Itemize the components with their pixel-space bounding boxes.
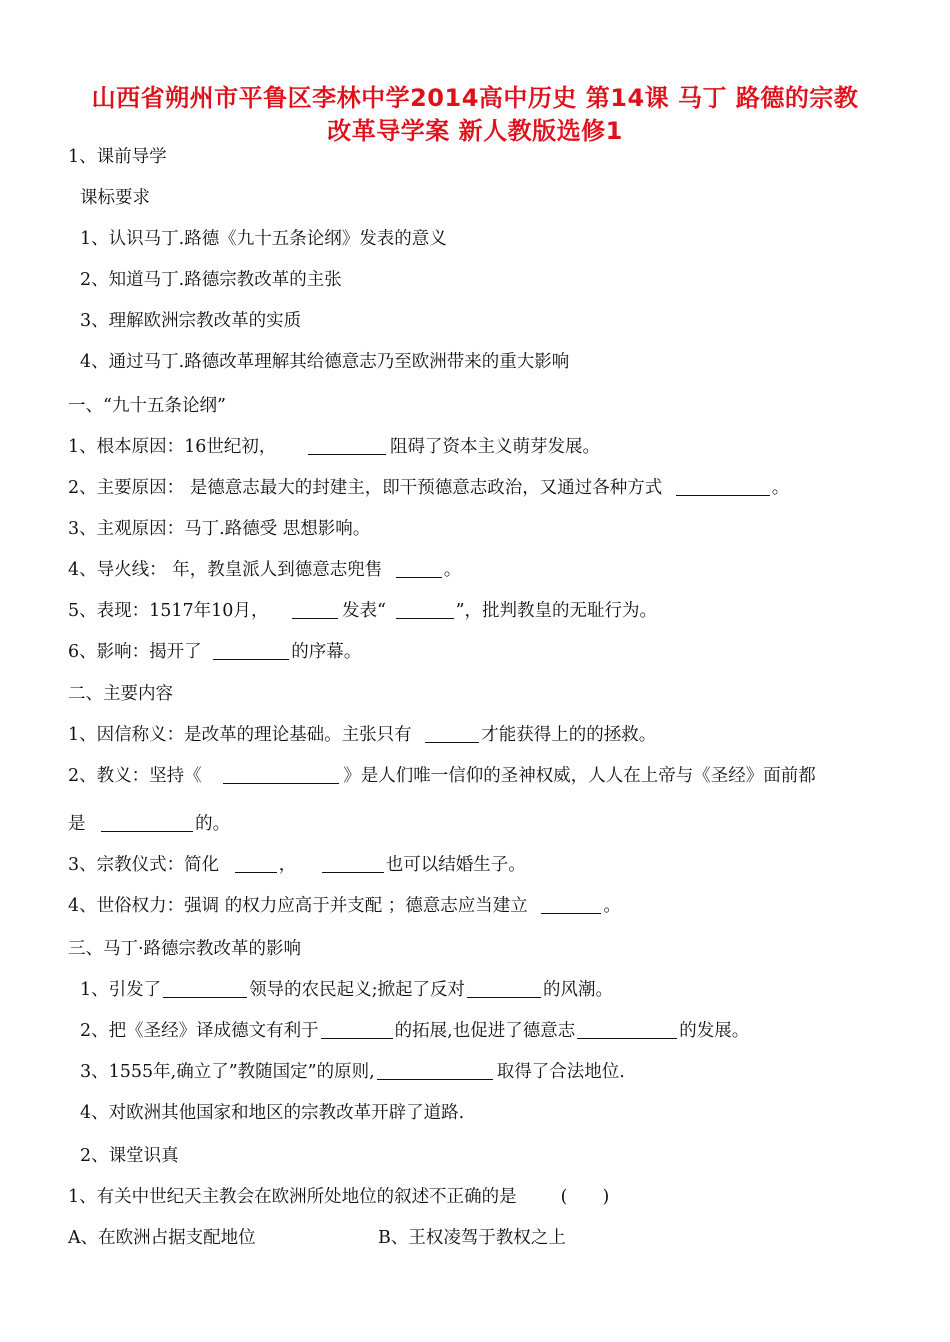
list-item: 3、主观原因：马丁.路德受 思想影响。 xyxy=(68,519,371,539)
list-item: 3、宗教仪式：简化 ， 也可以结婚生子。 xyxy=(68,855,526,875)
fill-blank[interactable] xyxy=(425,724,479,743)
fill-blank[interactable] xyxy=(541,895,601,914)
fill-blank[interactable] xyxy=(223,765,339,784)
fill-blank[interactable] xyxy=(321,1020,393,1039)
standard-item: 1、认识马丁.路德《九十五条论纲》发表的意义 xyxy=(80,229,447,249)
question-1: 1、有关中世纪天主教会在欧洲所处地位的叙述不正确的是 ( ) xyxy=(68,1187,610,1207)
list-item: 2、把《圣经》译成德文有利于 的拓展,也促进了德意志 的发展。 xyxy=(80,1021,750,1041)
standards-heading: 课标要求 xyxy=(80,188,150,208)
answer-parentheses: ( ) xyxy=(560,1187,610,1207)
fill-blank[interactable] xyxy=(235,854,277,873)
fill-blank[interactable] xyxy=(467,979,541,998)
section-1-heading: 一、“九十五条论纲” xyxy=(68,396,226,416)
list-item: 4、对欧洲其他国家和地区的宗教改革开辟了道路. xyxy=(80,1103,465,1123)
fill-blank[interactable] xyxy=(292,600,338,619)
pre-study-heading: 1、课前导学 xyxy=(68,147,167,167)
list-item: 1、因信称义：是改革的理论基础。主张只有 才能获得上的的拯救。 xyxy=(68,725,657,745)
fill-blank[interactable] xyxy=(396,559,442,578)
fill-blank[interactable] xyxy=(101,813,193,832)
list-item: 2、教义：坚持《 》是人们唯一信仰的圣神权威，人人在上帝与《圣经》面前都 xyxy=(68,766,816,786)
list-item: 3、1555年,确立了”教随国定”的原则, 取得了合法地位. xyxy=(80,1062,625,1082)
fill-blank[interactable] xyxy=(308,436,386,455)
section-3-heading: 三、马丁·路德宗教改革的影响 xyxy=(68,939,302,959)
fill-blank[interactable] xyxy=(163,979,247,998)
list-item: 6、影响：揭开了 的序幕。 xyxy=(68,642,362,662)
list-item: 4、导火线： 年，教皇派人到德意志兜售 。 xyxy=(68,560,462,580)
document-title xyxy=(60,82,890,148)
list-item: 是 的。 xyxy=(68,814,231,834)
class-section-heading: 2、课堂识真 xyxy=(80,1146,179,1166)
fill-blank[interactable] xyxy=(213,641,289,660)
list-item: 1、引发了 领导的农民起义;掀起了反对 的风潮。 xyxy=(80,980,614,1000)
standard-item: 2、知道马丁.路德宗教改革的主张 xyxy=(80,270,342,290)
option-a: A、在欧洲占据支配地位 xyxy=(68,1228,256,1248)
fill-blank[interactable] xyxy=(377,1061,493,1080)
fill-blank[interactable] xyxy=(396,600,454,619)
fill-blank[interactable] xyxy=(577,1020,677,1039)
fill-blank[interactable] xyxy=(676,477,770,496)
fill-blank[interactable] xyxy=(322,854,384,873)
option-b: B、王权凌驾于教权之上 xyxy=(378,1228,566,1248)
list-item: 5、表现：1517年10月， 发表“ ”，批判教皇的无耻行为。 xyxy=(68,601,658,621)
list-item: 4、世俗权力：强调 的权力应高于并支配 ；德意志应当建立 。 xyxy=(68,896,621,916)
section-2-heading: 二、主要内容 xyxy=(68,684,173,704)
standard-item: 4、通过马丁.路德改革理解其给德意志乃至欧洲带来的重大影响 xyxy=(80,352,570,372)
title-line-1: 山西省朔州市平鲁区李林中学2014高中历史 第14课 马丁 路德的宗教 xyxy=(91,84,859,112)
standard-item: 3、理解欧洲宗教改革的实质 xyxy=(80,311,302,331)
list-item: 2、主要原因： 是德意志最大的封建主，即干预德意志政治，又通过各种方式 。 xyxy=(68,478,790,498)
list-item: 1、根本原因：16世纪初， 阻碍了资本主义萌芽发展。 xyxy=(68,437,600,457)
title-line-2: 改革导学案 新人教版选修1 xyxy=(327,117,623,145)
